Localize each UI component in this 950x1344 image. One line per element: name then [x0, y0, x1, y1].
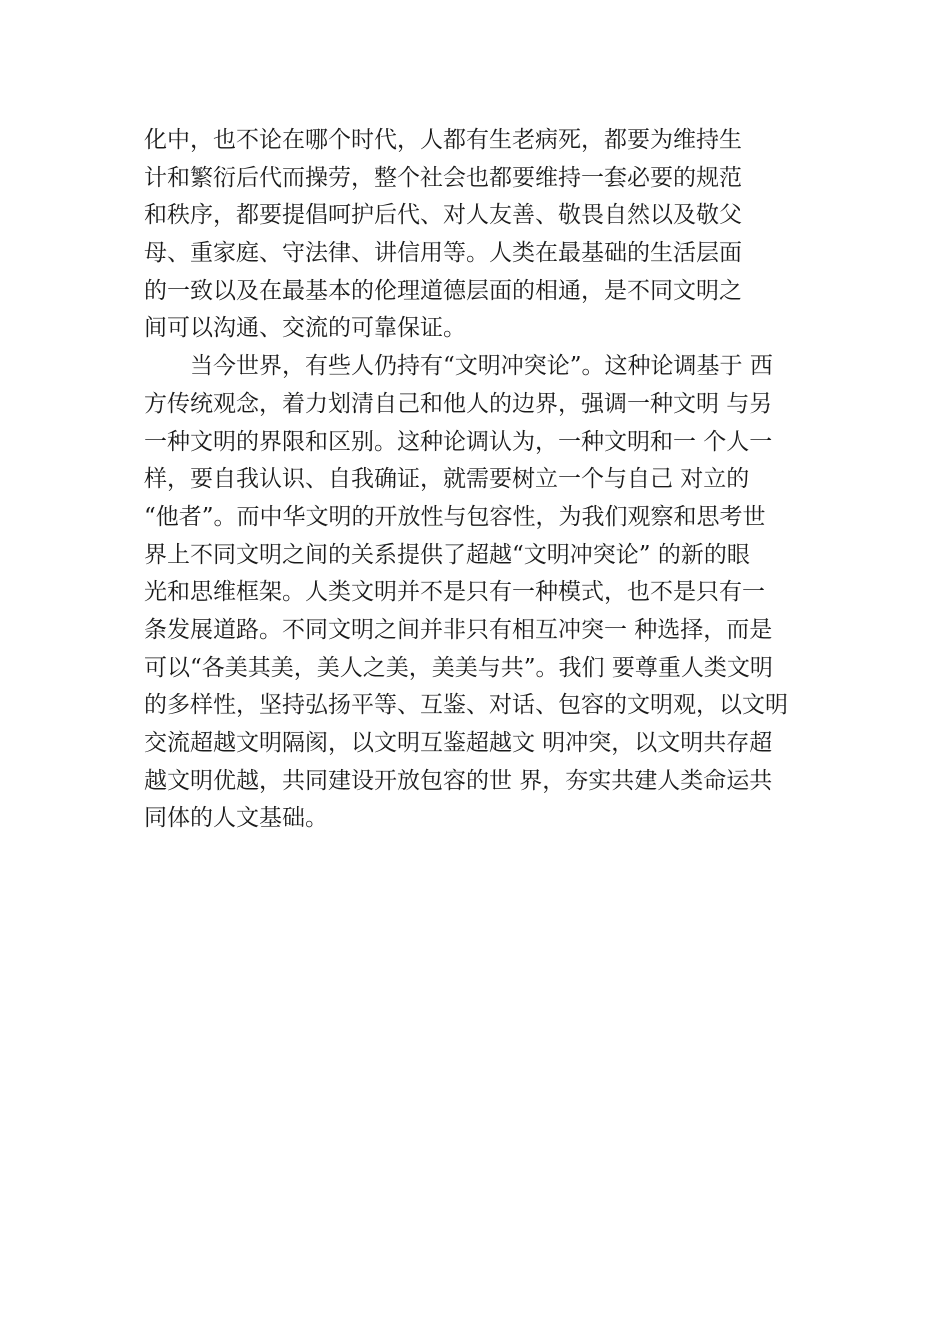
text-line: 化中，也不论在哪个时代，人都有生老病死，都要为维持生 — [144, 127, 742, 153]
text-line: 和秩序，都要提倡呵护后代、对人友善、敬畏自然以及敬父 — [144, 202, 742, 229]
text-line: 光和思维框架。人类文明并不是只有一种模式，也不是只有一 — [144, 579, 765, 606]
text-line: 计和繁衍后代而操劳，整个社会也都要维持一套必要的规范 — [144, 164, 742, 191]
text-line: 样，要自我认识、自我确证，就需要树立一个与自己 对立的 — [144, 466, 750, 493]
text-line: 方传统观念，着力划清自己和他人的边界，强调一种文明 与另 — [144, 390, 773, 417]
text-line: 交流超越文明隔阂，以文明互鉴超越文 明冲突，以文明共存超 — [144, 730, 773, 756]
text-line: 条发展道路。不同文明之间并非只有相互冲突一 种选择，而是 — [144, 616, 773, 643]
body-text — [144, 122, 834, 838]
text-line: 可以“各美其美，美人之美，美美与共”。我们 要尊重人类文明 — [144, 654, 773, 681]
text-line: 同体的人文基础。 — [144, 805, 328, 832]
text-line: 的多样性，坚持弘扬平等、互鉴、对话、包容的文明观，以文明 — [144, 692, 788, 719]
text-line: 母、重家庭、守法律、讲信用等。人类在最基础的生活层面 — [144, 240, 742, 267]
text-line: 的一致以及在最基本的伦理道德层面的相通，是不同文明之 — [144, 277, 742, 304]
text-line: 越文明优越，共同建设开放包容的世 界，夯实共建人类命运共 — [144, 767, 773, 794]
text-line: 间可以沟通、交流的可靠保证。 — [144, 315, 466, 342]
text-line: 当今世界，有些人仍持有“文明冲突论”。这种论调基于 西 — [190, 353, 773, 380]
text-line: “他者”。而中华文明的开放性与包容性，为我们观察和思考世 — [144, 503, 766, 530]
text-line: 界上不同文明之间的关系提供了超越“文明冲突论” 的新的眼 — [144, 541, 750, 568]
paragraph-1 — [144, 122, 834, 348]
paragraph-2 — [144, 348, 834, 838]
text-line: 一种文明的界限和区别。这种论调认为，一种文明和一 个人一 — [144, 428, 773, 455]
